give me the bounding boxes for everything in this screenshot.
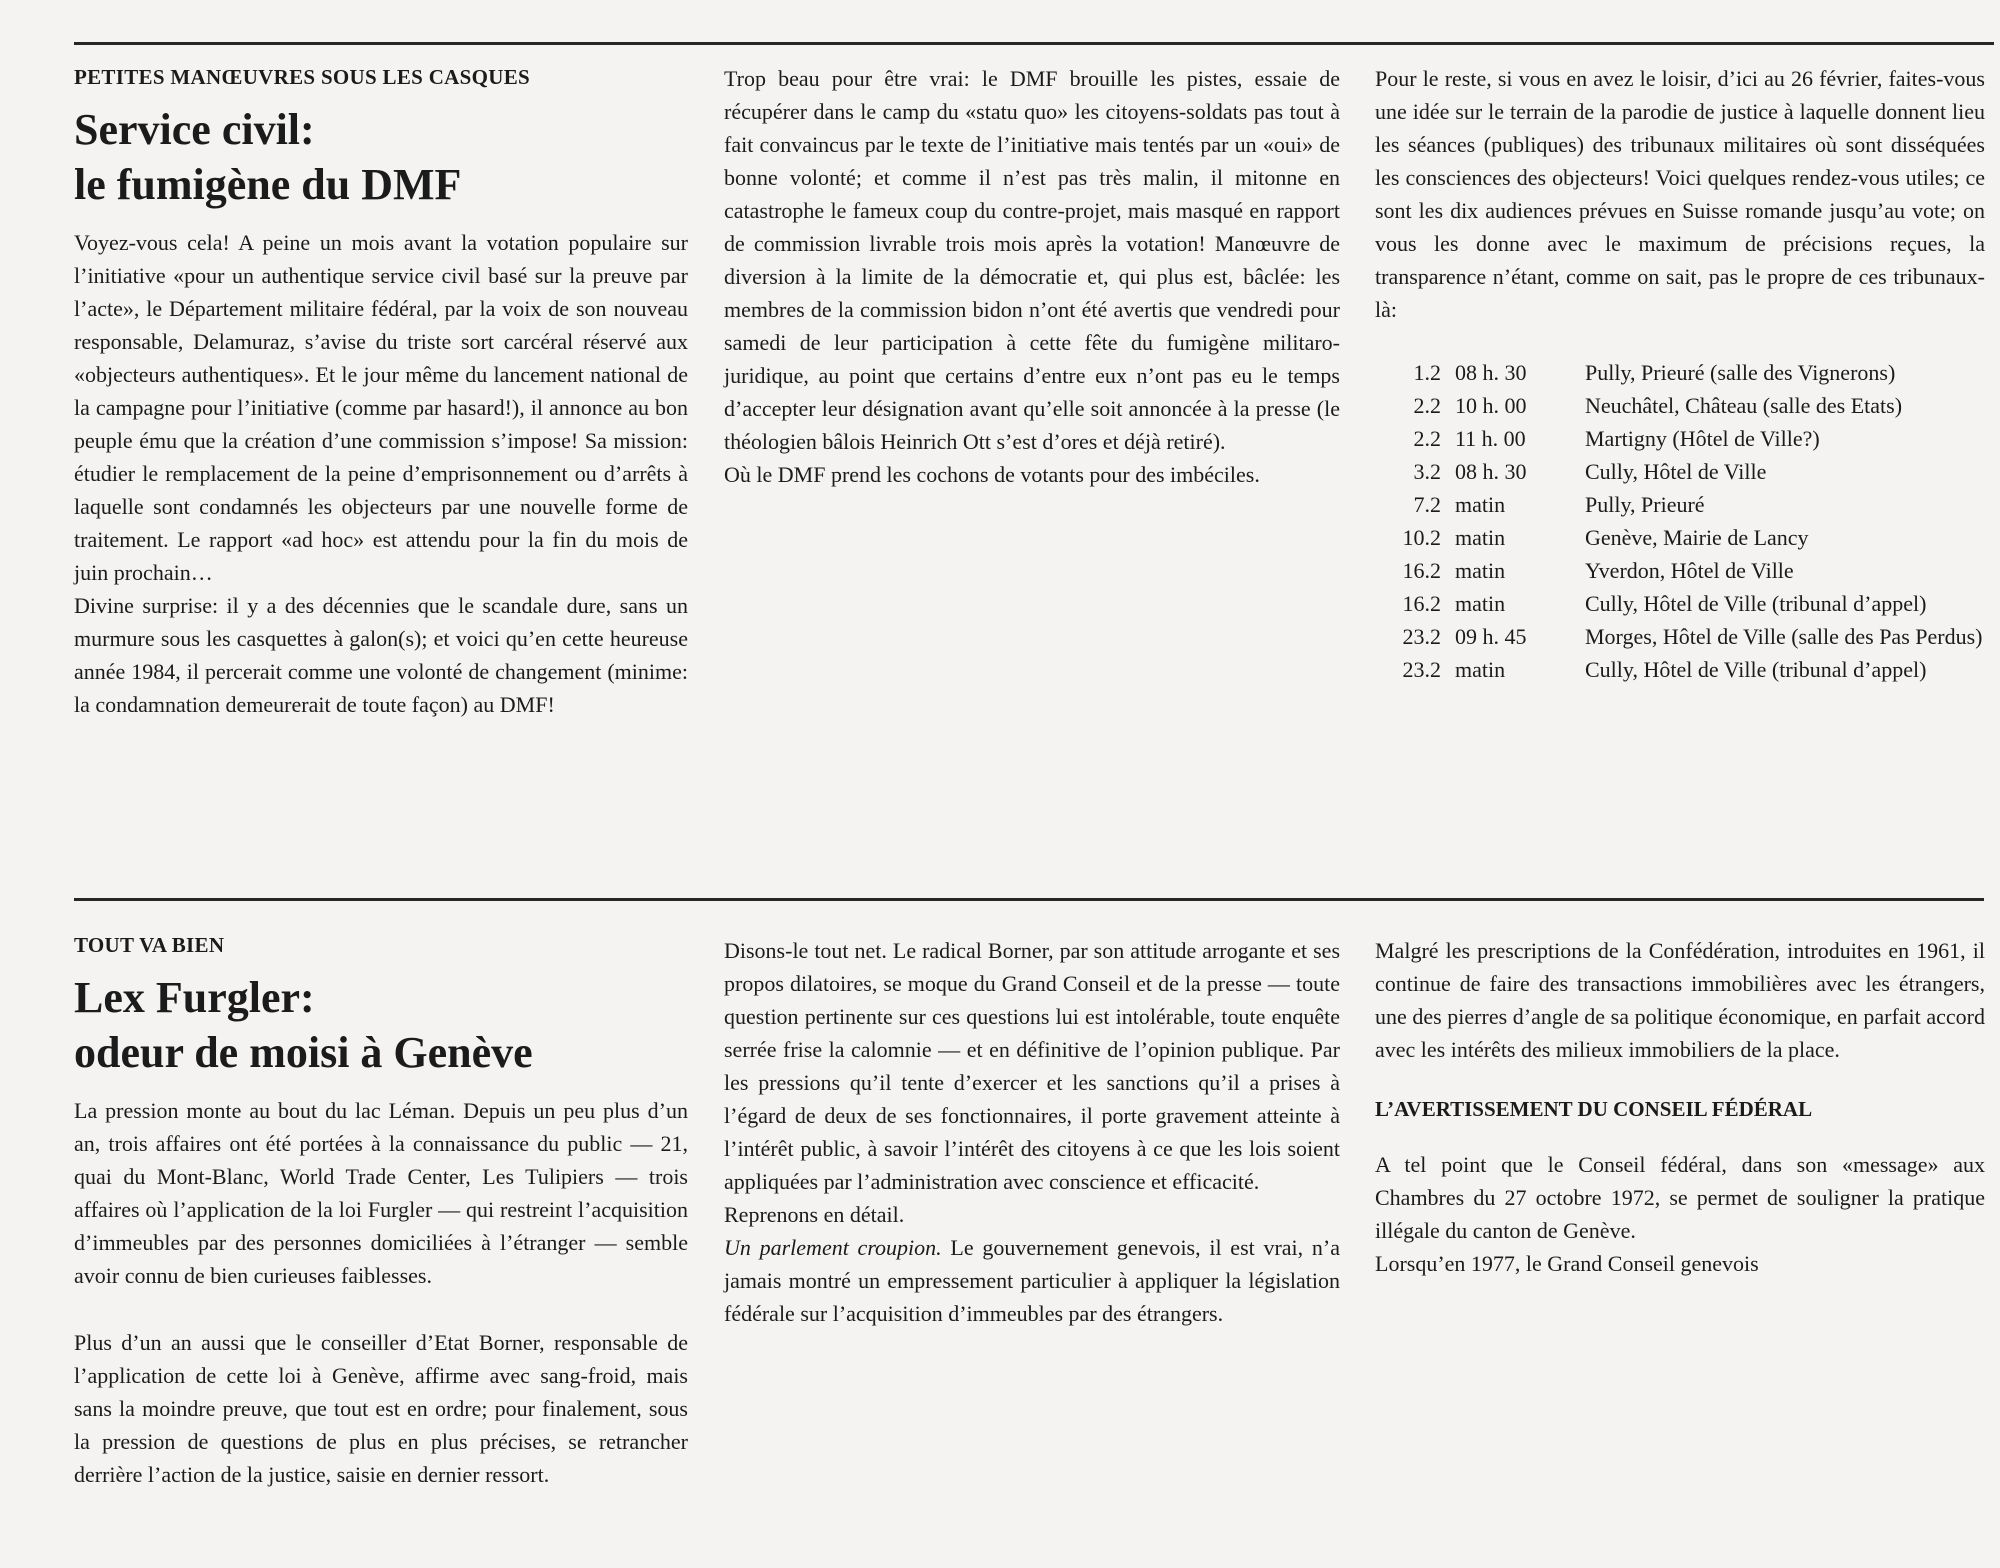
schedule-place: Cully, Hôtel de Ville (tribunal d’appel) (1585, 591, 1927, 616)
schedule-row (1375, 356, 1985, 389)
article2-section-lead: Un parlement croupion. (724, 1235, 942, 1260)
article1-paragraph-2: Divine surprise: il y a des décennies que le scandale dure, sans un murmure sous les casquettes à galon(s); et voici qu’en cette heureuse année 1984, il percerait comme une volonté de changement (minime: la condamnation demeurerait de toute façon) au DMF! (74, 593, 688, 717)
article2-kicker: TOUT VA BIEN (74, 933, 225, 957)
article2-column-3 (1375, 934, 1985, 1280)
schedule-row (1375, 389, 1985, 422)
schedule-date: 10.2 (1402, 525, 1441, 550)
article2-paragraph-5 (724, 1231, 1340, 1330)
schedule-row (1375, 620, 1985, 653)
article2-paragraph-7: A tel point que le Conseil fédéral, dans son «message» aux Chambres du 27 octobre 1972, se permet de souligner la pratique illégale du canton de Genève. (1375, 1152, 1985, 1243)
article1-column-1 (74, 62, 688, 721)
schedule-date: 23.2 (1402, 657, 1441, 682)
schedule-time: matin (1455, 525, 1506, 550)
schedule-row (1375, 455, 1985, 488)
schedule-date: 1.2 (1413, 360, 1441, 385)
schedule-place: Yverdon, Hôtel de Ville (1585, 558, 1794, 583)
article2-section-text: Le gouvernement genevois, il est vrai, n’a jamais montré un empressement particulier à appliquer la législation fédérale sur l’acquisition d’immeubles par des étrangers. (724, 1235, 1340, 1326)
schedule-time: matin (1455, 492, 1506, 517)
article2-paragraph-1: La pression monte au bout du lac Léman. Depuis un peu plus d’un an, trois affaires ont été portées à la connaissance du public — 21, quai du Mont-Blanc, World Trade Center, Les Tulipiers — trois affaires où l’application de la loi Furgler — qui restreint l’acquisition d’immeubles par des personnes domiciliées à l’étranger — semble avoir connu de bien curieuses faiblesses. (74, 1098, 688, 1288)
schedule-time: matin (1455, 591, 1506, 616)
article2-paragraph-4: Reprenons en détail. (724, 1202, 905, 1227)
article1-headline-line2: le fumigène du DMF (74, 160, 462, 209)
schedule-time: matin (1455, 558, 1506, 583)
schedule-time: 08 h. 30 (1455, 360, 1527, 385)
article2-headline-line2: odeur de moisi à Genève (74, 1028, 533, 1077)
schedule-time: 09 h. 45 (1455, 624, 1527, 649)
article1-paragraph-3: Trop beau pour être vrai: le DMF brouille les pistes, essaie de récupérer dans le camp du «statu quo» les citoyens-soldats pas tout à fait convaincus par le texte de l’initiative mais tentés par un «oui» de bonne volonté; et comme il n’est pas très malin, il mitonne en catastrophe le fameux coup du contre-projet, mais masqué en rapport de commission livrable trois mois après la votation! Manœuvre de diversion à la limite de la démocratie et, qui plus est, bâclée: les membres de la commission bidon n’ont été avertis que vendredi pour samedi de leur participation à cette fête du fumigène militaro-juridique, au point que certains d’entre eux n’ont pas eu le temps d’accepter leur désignation avant qu’elle soit annoncée à la presse (le théologien bâlois Heinrich Ott s’est d’ores et déjà retiré). (724, 66, 1340, 454)
article2-column-1 (74, 930, 688, 1491)
article1-paragraph-1: Voyez-vous cela! A peine un mois avant la votation populaire sur l’initiative «pour un authentique service civil basé sur la preuve par l’acte», le Département militaire fédéral, par la voix de son nouveau responsable, Delamuraz, s’avise du triste sort carcéral réservé aux «objecteurs authentiques». Et le jour même du lancement national de la campagne pour l’initiative (comme par hasard!), il annonce au bon peuple ému que la création d’une commission s’impose! Sa mission: étudier le remplacement de la peine d’emprisonnement ou d’arrêts à laquelle sont condamnés les objecteurs par une nouvelle forme de traitement. Le rapport «ad hoc» est attendu pour la fin du mois de juin prochain… (74, 230, 688, 585)
schedule-place: Cully, Hôtel de Ville (1585, 459, 1767, 484)
schedule-time: matin (1455, 657, 1506, 682)
article1-paragraph-5: Pour le reste, si vous en avez le loisir, d’ici au 26 février, faites-vous une idée sur le terrain de la parodie de justice à laquelle donnent lieu les séances (publiques) des tribunaux militaires où sont disséquées les consciences des objecteurs! Voici quelques rendez-vous utiles; ce sont les dix audiences prévues en Suisse romande jusqu’au vote; on vous les donne avec le maximum de précisions reçues, la transparence n’étant, comme on sait, pas le propre de ces tribunaux-là: (1375, 66, 1985, 322)
article1-headline (74, 102, 688, 212)
article2-headline (74, 970, 688, 1080)
schedule-row (1375, 653, 1985, 686)
article1-column-2 (724, 62, 1340, 491)
top-rule (74, 42, 1994, 45)
article1-headline-line1: Service civil: (74, 105, 315, 154)
schedule-date: 16.2 (1402, 558, 1441, 583)
hearing-schedule (1375, 356, 1985, 686)
article1-kicker: PETITES MANŒUVRES SOUS LES CASQUES (74, 65, 530, 89)
schedule-place: Neuchâtel, Château (salle des Etats) (1585, 393, 1903, 418)
schedule-place: Morges, Hôtel de Ville (salle des Pas Perdus) (1585, 624, 1983, 649)
schedule-row (1375, 422, 1985, 455)
schedule-time: 08 h. 30 (1455, 459, 1527, 484)
article1-paragraph-4: Où le DMF prend les cochons de votants pour des imbéciles. (724, 462, 1260, 487)
article2-subhead: L’AVERTISSEMENT DU CONSEIL FÉDÉRAL (1375, 1097, 1813, 1121)
schedule-date: 23.2 (1402, 624, 1441, 649)
schedule-place: Genève, Mairie de Lancy (1585, 525, 1809, 550)
schedule-row (1375, 554, 1985, 587)
schedule-row (1375, 587, 1985, 620)
article2-paragraph-2: Plus d’un an aussi que le conseiller d’Etat Borner, responsable de l’application de cette loi à Genève, affirme avec sang-froid, mais sans la moindre preuve, que tout est en ordre; pour finalement, sous la pression de questions de plus en plus précises, se retrancher derrière l’action de la justice, saisie en dernier ressort. (74, 1330, 688, 1487)
schedule-date: 16.2 (1402, 591, 1441, 616)
schedule-place: Pully, Prieuré (1585, 492, 1705, 517)
section-divider (74, 898, 1984, 901)
schedule-place: Martigny (Hôtel de Ville?) (1585, 426, 1820, 451)
article2-paragraph-6: Malgré les prescriptions de la Confédération, introduites en 1961, il continue de faire des transactions immobilières avec les étrangers, une des pierres d’angle de sa politique économique, en parfait accord avec les intérêts des milieux immobiliers de la place. (1375, 938, 1985, 1062)
schedule-date: 7.2 (1413, 492, 1441, 517)
schedule-date: 3.2 (1413, 459, 1441, 484)
article1-column-3 (1375, 62, 1985, 686)
schedule-date: 2.2 (1413, 393, 1441, 418)
article2-headline-line1: Lex Furgler: (74, 973, 315, 1022)
schedule-place: Pully, Prieuré (salle des Vignerons) (1585, 360, 1896, 385)
article2-paragraph-8: Lorsqu’en 1977, le Grand Conseil genevois (1375, 1251, 1759, 1276)
schedule-time: 11 h. 00 (1455, 426, 1526, 451)
schedule-row (1375, 488, 1985, 521)
schedule-date: 2.2 (1413, 426, 1441, 451)
article2-paragraph-3: Disons-le tout net. Le radical Borner, par son attitude arrogante et ses propos dilatoires, se moque du Grand Conseil et de la presse — toute question pertinente sur ces questions lui est intolérable, toute enquête serrée frise la calomnie — et en définitive de l’opinion publique. Par les pressions qu’il tente d’exercer et les sanctions qu’il a prises à l’égard de deux de ses fonctionnaires, il porte gravement atteinte à l’intérêt public, à savoir l’intérêt des citoyens à ce que les lois soient appliquées par l’administration avec conscience et efficacité. (724, 938, 1340, 1194)
schedule-row (1375, 521, 1985, 554)
schedule-place: Cully, Hôtel de Ville (tribunal d’appel) (1585, 657, 1927, 682)
schedule-time: 10 h. 00 (1455, 393, 1527, 418)
article2-column-2 (724, 934, 1340, 1330)
